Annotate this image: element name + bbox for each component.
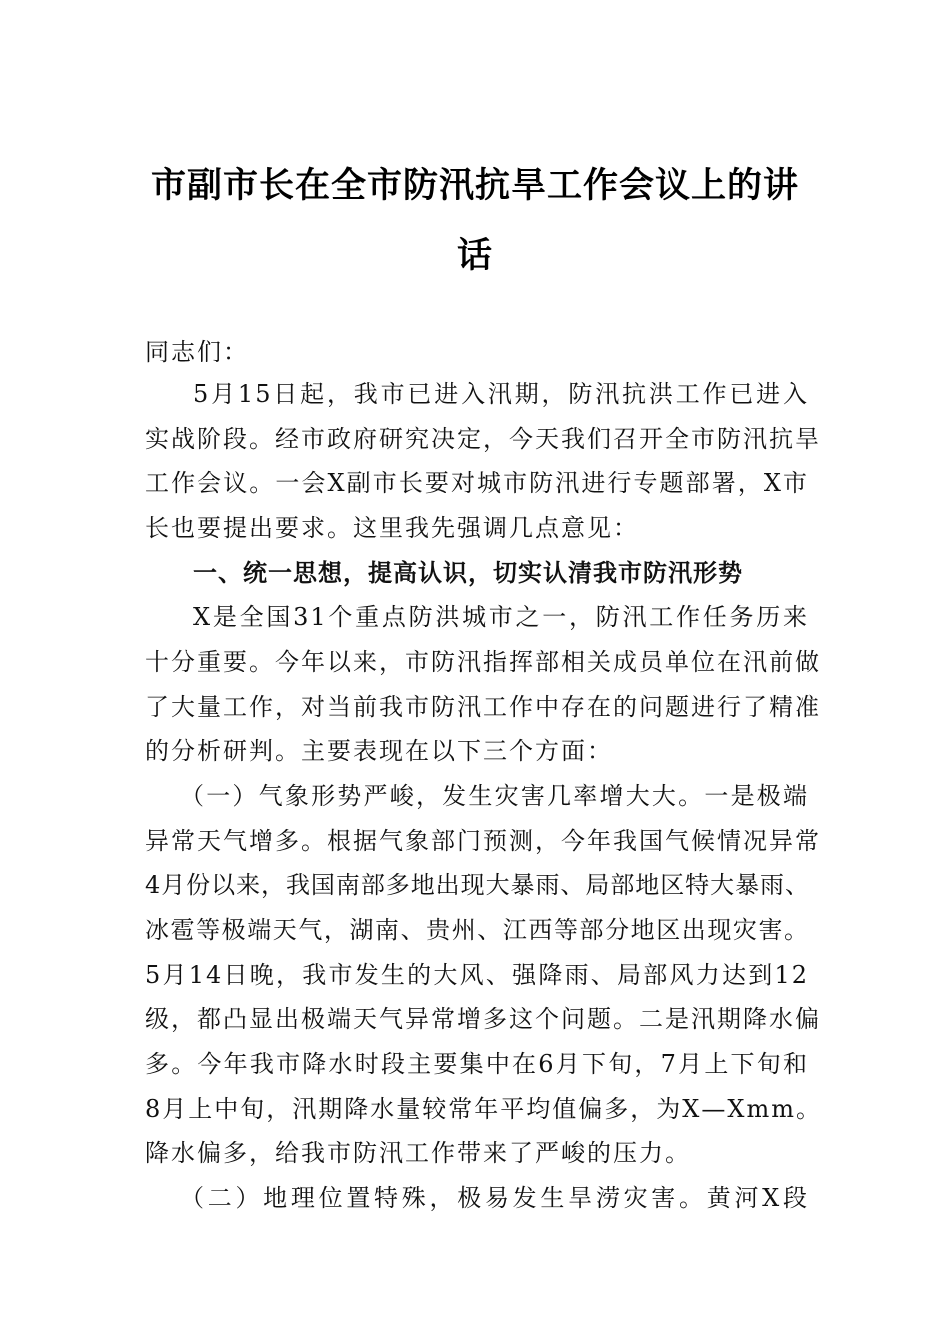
paragraph-line: 4月份以来，我国南部多地出现大暴雨、局部地区特大暴雨、 — [145, 871, 809, 899]
section-heading-1: 一、统一思想，提高认识，切实认清我市防汛形势 — [193, 559, 743, 587]
paragraph-line: 异常天气增多。根据气象部门预测，今年我国气候情况异常 — [145, 827, 821, 855]
paragraph-line: 十分重要。今年以来，市防汛指挥部相关成员单位在汛前做 — [145, 648, 821, 676]
paragraph-line: 降水偏多，给我市防汛工作带来了严峻的压力。 — [145, 1139, 691, 1167]
salutation: 同志们： — [145, 338, 249, 366]
paragraph-line: 长也要提出要求。这里我先强调几点意见： — [145, 514, 639, 542]
paragraph-line: X是全国31个重点防洪城市之一，防汛工作任务历来 — [193, 603, 809, 631]
paragraph-line: 冰雹等极端天气，湖南、贵州、江西等部分地区出现灾害。 — [145, 916, 809, 944]
document-title-line-2: 话 — [456, 236, 493, 276]
paragraph-line: 了大量工作，对当前我市防汛工作中存在的问题进行了精准 — [145, 693, 821, 721]
paragraph-line: 工作会议。一会X副市长要对城市防汛进行专题部署，X市 — [145, 469, 809, 497]
subsection-line: （二）地理位置特殊，极易发生旱涝灾害。黄河X段 — [180, 1184, 809, 1212]
paragraph-line: 实战阶段。经市政府研究决定，今天我们召开全市防汛抗旱 — [145, 425, 821, 453]
paragraph-line: 多。今年我市降水时段主要集中在6月下旬，7月上下旬和 — [145, 1050, 809, 1078]
document-title-line-1: 市副市长在全市防汛抗旱工作会议上的讲 — [150, 166, 799, 206]
paragraph-line: 5月14日晚，我市发生的大风、强降雨、局部风力达到12 — [145, 961, 809, 989]
paragraph-line: 的分析研判。主要表现在以下三个方面： — [145, 737, 613, 765]
paragraph-line: 级，都凸显出极端天气异常增多这个问题。二是汛期降水偏 — [145, 1005, 821, 1033]
paragraph-line: 5月15日起，我市已进入汛期，防汛抗洪工作已进入 — [193, 380, 809, 408]
paragraph-line: 8月上中旬，汛期降水量较常年平均值偏多，为X—Xmm。 — [145, 1095, 822, 1123]
subsection-line: （一）气象形势严峻，发生灾害几率增大大。一是极端 — [180, 782, 809, 810]
